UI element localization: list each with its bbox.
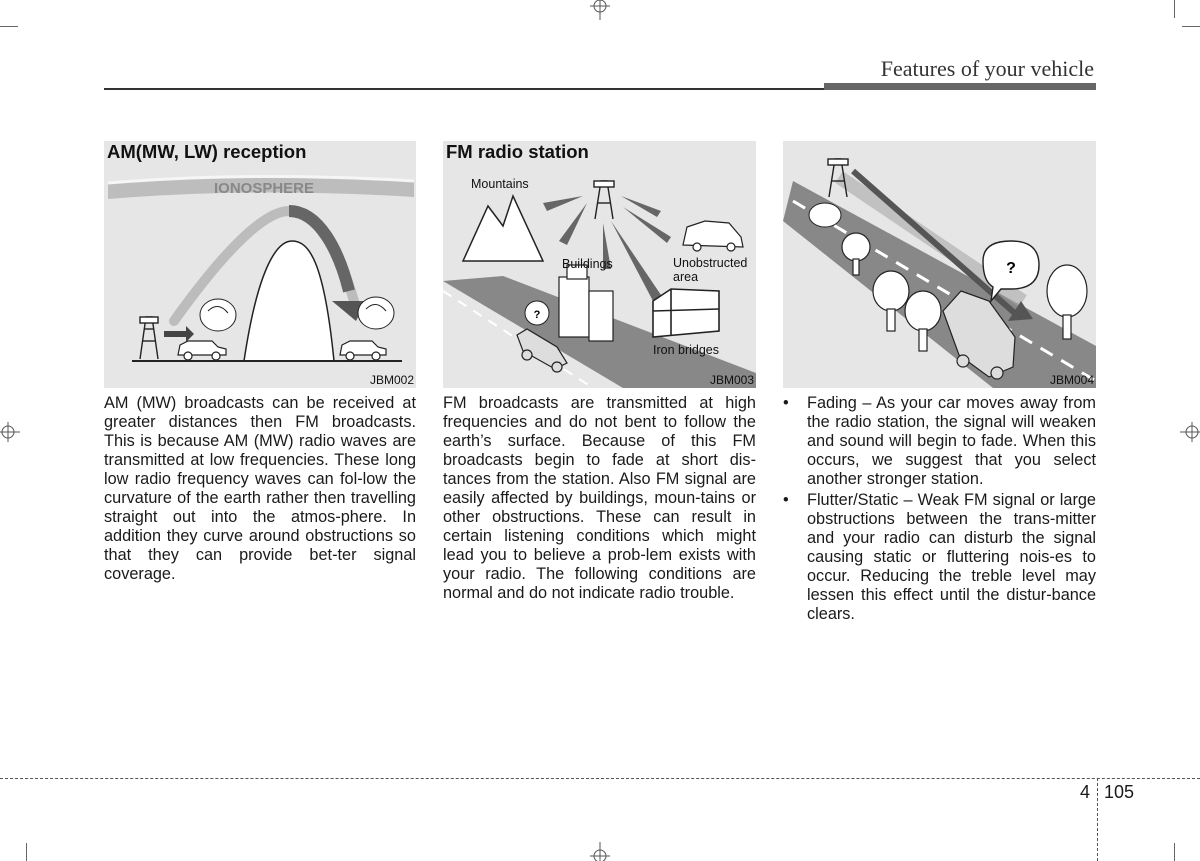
- crop-mark: [26, 843, 27, 861]
- figure-code: JBM004: [1049, 373, 1094, 387]
- crop-mark: [1174, 0, 1175, 18]
- radio-tower-icon: [594, 181, 614, 219]
- figure-code: JBM003: [709, 373, 754, 387]
- ionosphere-label: IONOSPHERE: [213, 180, 315, 197]
- buildings-label: Buildings: [562, 257, 613, 271]
- am-reception-illustration: [104, 141, 416, 388]
- figure-title: FM radio station: [446, 141, 589, 162]
- bullet-text: Fading – As your car moves away from the radio station, the signal will weaken and sound will begin to fade. When this occurs, we suggest that you select another stronger station.: [807, 394, 1096, 488]
- registration-mark: [588, 0, 612, 22]
- chapter-number: 4: [1080, 782, 1091, 802]
- question-mark: ?: [1006, 260, 1016, 277]
- bridge-icon: [653, 289, 719, 337]
- registration-mark: [0, 420, 20, 444]
- list-item: [783, 491, 1096, 624]
- unobstructed-label: Unobstructed: [673, 256, 748, 270]
- figure-title: AM(MW, LW) reception: [107, 141, 307, 162]
- list-item: [783, 394, 1096, 489]
- paragraph-am: AM (MW) broadcasts can be received at greater distances then FM broadcasts. This is because AM (MW) radio waves are transmitted at low frequencies. These long low radio frequency waves can fol-low the curvature of the earth rather then travelling straight out into the atmos-phere. In addition they curve around obstructions so that they can provide bet-ter signal coverage.: [104, 394, 416, 583]
- page-number: 105: [1104, 782, 1135, 802]
- bullet-list: [783, 394, 1096, 624]
- bullet-point: •: [783, 491, 789, 509]
- header-accent-bar: [824, 83, 1096, 90]
- crop-mark: [1174, 843, 1175, 861]
- mountains-label: Mountains: [471, 177, 529, 191]
- area-label: area: [673, 270, 699, 284]
- car-icon: [178, 341, 226, 360]
- registration-mark: [1180, 420, 1200, 444]
- building-icon: [559, 265, 613, 341]
- fading-illustration: [783, 141, 1096, 388]
- text-column-right: [783, 394, 1096, 626]
- radio-tower-icon: [140, 317, 158, 359]
- bullet-text: Flutter/Static – Weak FM signal or large obstructions between the trans-mitter and your radio can disturb the signal causing static or fluttering nois-es to occur. Reducing the treble level may lessen this effect until the distur-bance clears.: [807, 491, 1096, 623]
- paragraph-fm: FM broadcasts are transmitted at high frequencies and do not bent to follow the earth’s surface. Because of this FM broadcasts begin to fade at short dis-tances from the station. Also FM signal are easily affected by buildings, moun-tains or other obstructions. These can result in certain listening conditions which might lead you to believe a prob-lem exists with your radio. The following conditions are normal and do not indicate radio trouble.: [443, 394, 756, 602]
- figure-am-reception: [104, 141, 416, 388]
- figure-code: JBM002: [369, 373, 414, 387]
- figure-fading: [783, 141, 1096, 388]
- fm-station-illustration: [443, 141, 756, 388]
- text-column-left: [104, 394, 416, 584]
- car-icon: [340, 341, 386, 360]
- figure-fm-station: [443, 141, 756, 388]
- question-mark: ?: [533, 309, 541, 321]
- text-column-middle: [443, 394, 756, 603]
- footer-dashed-rule: [0, 778, 1200, 779]
- page-header-title: Features of your vehicle: [880, 56, 1094, 81]
- bullet-point: •: [783, 394, 789, 412]
- crop-mark: [0, 26, 18, 27]
- car-icon: [683, 221, 743, 251]
- crop-mark: [1182, 26, 1200, 27]
- footer-dashed-divider: [1097, 778, 1098, 861]
- registration-mark: [588, 842, 612, 861]
- iron-bridges-label: Iron bridges: [653, 343, 720, 357]
